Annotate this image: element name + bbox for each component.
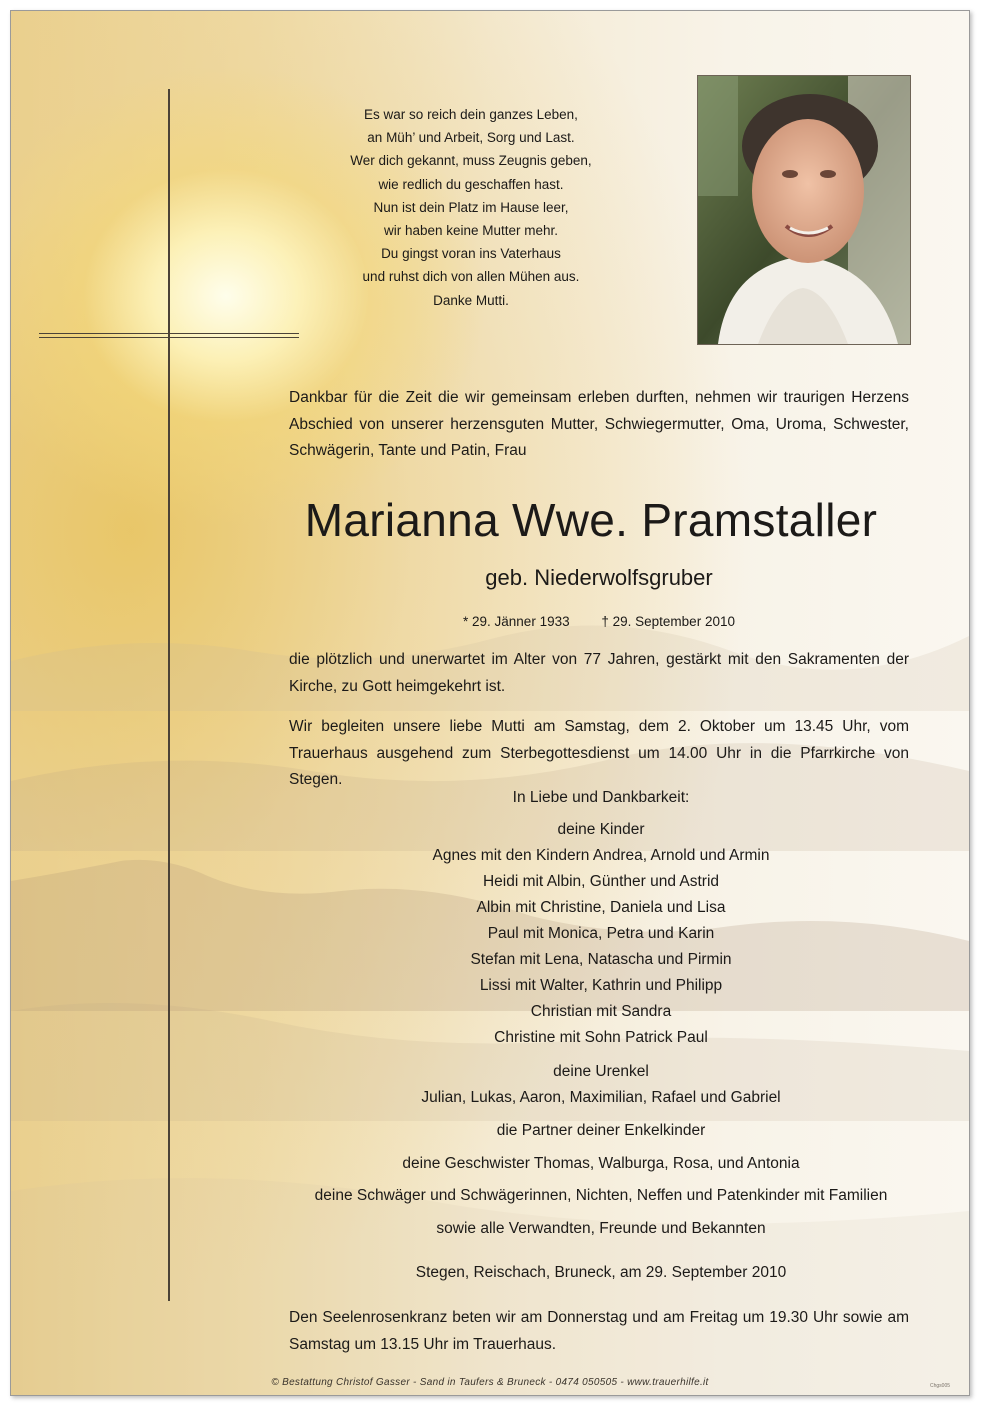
poem-line: Wer dich gekannt, muss Zeugnis geben, [350,153,592,169]
life-dates [289,612,909,632]
children-heading: deine Kinder [557,821,645,838]
poem-line: und ruhst dich von allen Mühen aus. [362,269,580,285]
child-family-line: Agnes mit den Kindern Andrea, Arnold und Armin [432,847,770,864]
child-family-line: Christian mit Sandra [530,1003,672,1020]
template-code: Chgs005 [930,1383,951,1389]
mourners-block [211,785,970,811]
poem-line: wie redlich du geschaffen hast. [378,176,564,192]
death-notice-text: die plötzlich und unerwartet im Alter von 77 Jahren, gestärkt mit den Sakramenten der Kirche, zu Gott heimgekehrt ist. [289,651,909,695]
deceased-name: Marianna Wwe. Pramstaller [304,494,878,546]
child-family-line: Paul mit Monica, Petra und Karin [487,925,715,942]
great-grandchildren-heading: deine Urenkel [553,1063,649,1080]
poem [311,103,631,312]
birth-date: * 29. Jänner 1933 [463,614,570,629]
mourners-heading: In Liebe und Dankbarkeit: [512,789,690,806]
child-family-line: Albin mit Christine, Daniela und Lisa [476,899,726,916]
portrait-photo [697,75,911,345]
obituary-card [10,10,970,1396]
child-family-line: Lissi mit Walter, Kathrin und Philipp [479,977,723,994]
poem-line: wir haben keine Mutter mehr. [383,223,559,239]
funeral-details-text: Wir begleiten unsere liebe Mutti am Samstag, dem 2. Oktober um 13.45 Uhr, vom Trauerhaus ausgehend zum Sterbegottesdienst um 14.00 Uhr in die Pfarrkirche von Stegen. [289,718,909,788]
siblings-line: deine Geschwister Thomas, Walburga, Rosa, und Antonia [402,1155,800,1172]
inlaws-line: deine Schwäger und Schwägerinnen, Nichten, Neffen und Patenkinder mit Familien [314,1187,888,1204]
child-family-line: Stefan mit Lena, Natascha und Pirmin [470,951,732,968]
rosary-text: Den Seelenrosenkranz beten wir am Donnerstag und am Freitag um 19.30 Uhr sowie am Samstag um 13.15 Uhr im Trauerhaus. [289,1309,909,1353]
poem-line: Nun ist dein Platz im Hause leer, [373,199,569,215]
cross-horizontal-beam [39,333,299,338]
great-grandchildren-names: Julian, Lukas, Aaron, Maximilian, Rafael und Gabriel [421,1089,781,1106]
partners-line: die Partner deiner Enkelkinder [496,1122,706,1139]
place-date-block [211,1260,970,1286]
maiden-name: geb. Niederwolfsgruber [485,565,713,590]
siblings-line-block [211,1151,970,1177]
relatives-line-block [211,1216,970,1242]
cross-vertical-beam [168,89,170,1301]
poem-line: Du gingst voran ins Vaterhaus [381,246,561,262]
intro-text: Dankbar für die Zeit die wir gemeinsam erleben durften, nehmen wir traurigen Herzens Abschied von unserer herzensguten Mutter, Schwiegermutter, Oma, Uroma, Schwester, Schwägerin, Tante und Patin, Frau [289,389,909,459]
child-family-line: Heidi mit Albin, Günther und Astrid [482,873,720,890]
poem-line: an Müh’ und Arbeit, Sorg und Last. [367,130,575,146]
death-date: † 29. September 2010 [601,614,735,629]
relatives-line: sowie alle Verwandten, Freunde und Bekannten [436,1220,766,1237]
partners-line-block [211,1118,970,1144]
place-date: Stegen, Reischach, Bruneck, am 29. September 2010 [415,1264,787,1281]
inlaws-line-block [211,1183,970,1209]
footer-credit: © Bestattung Christof Gasser - Sand in Taufers & Bruneck - 0474 050505 - www.trauerhilfe.it [271,1377,709,1388]
children-block [211,817,970,1051]
great-grandchildren-block [211,1059,970,1111]
poem-line: Es war so reich dein ganzes Leben, [364,107,578,122]
child-family-line: Christine mit Sohn Patrick Paul [494,1029,708,1046]
poem-line: Danke Mutti. [433,292,509,308]
